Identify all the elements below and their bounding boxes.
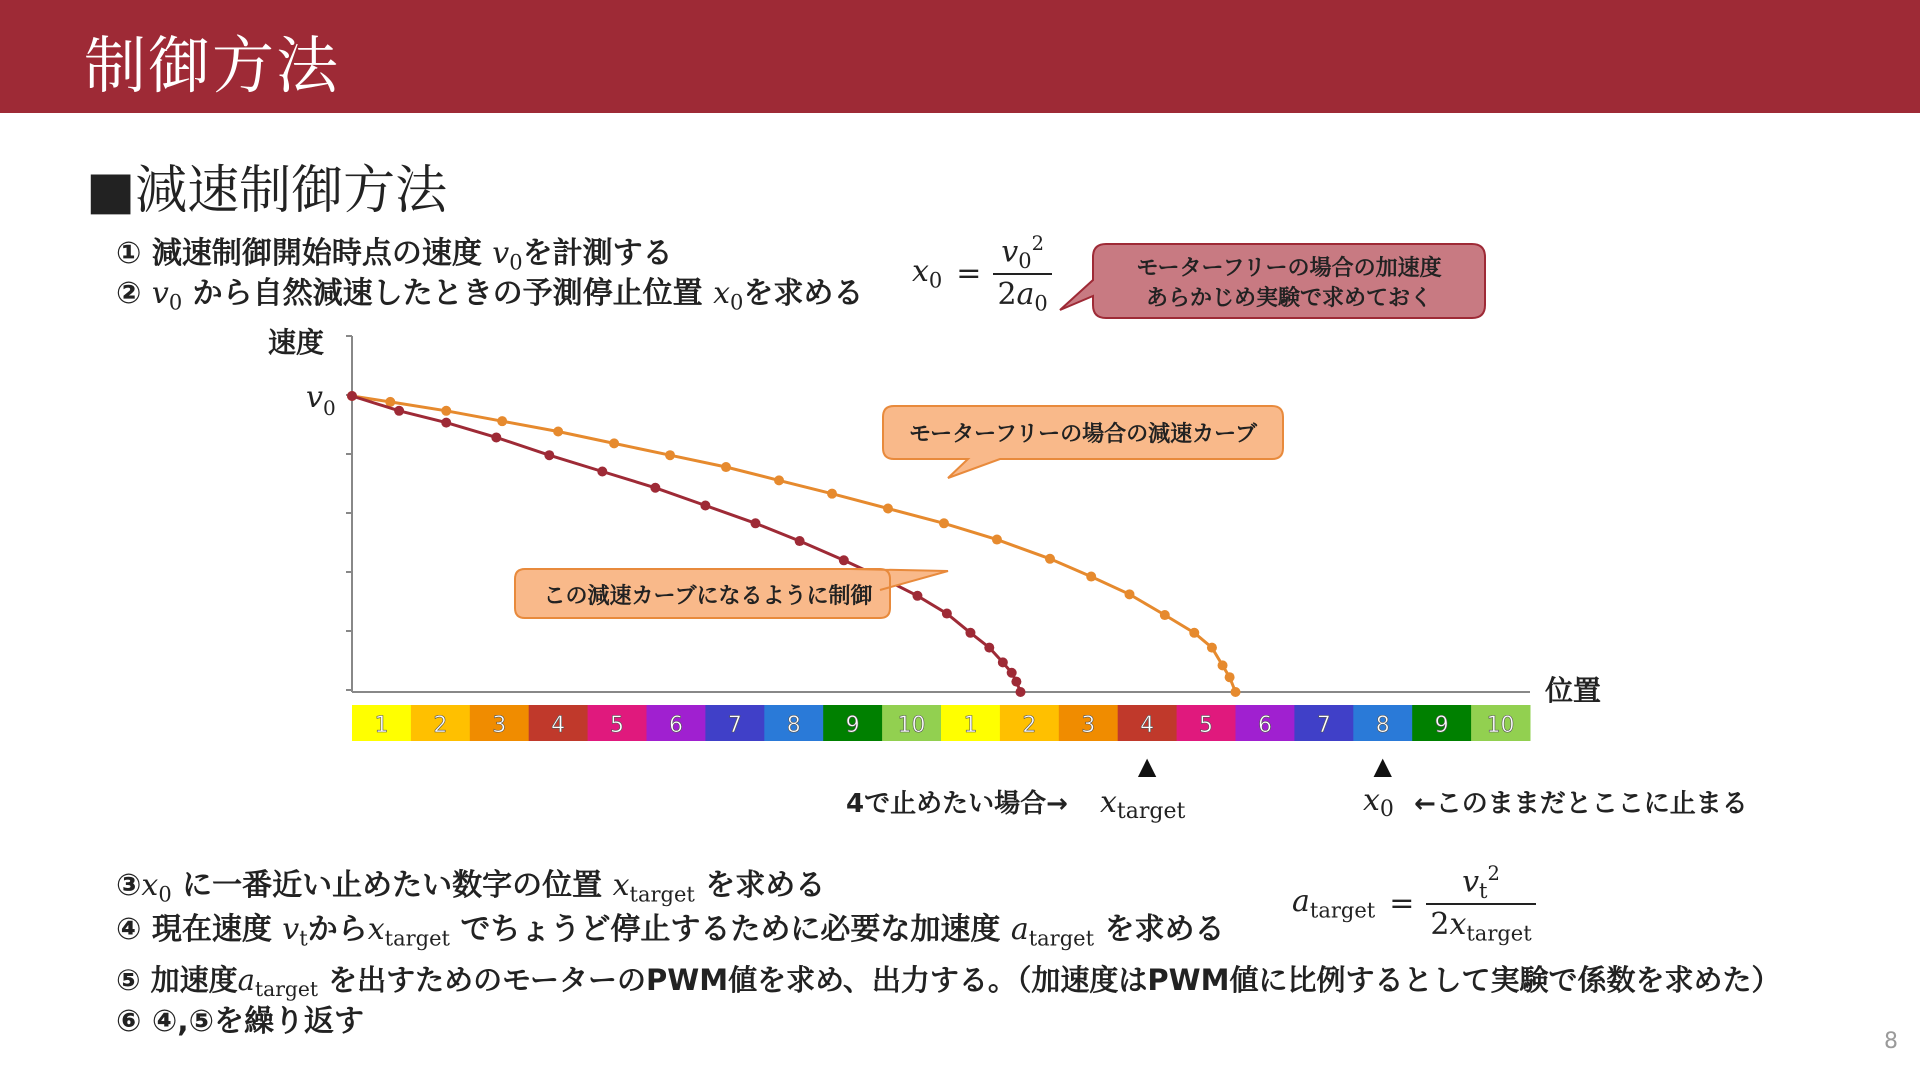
- x-axis-label: 位置: [1545, 674, 1602, 707]
- step-5-post: を出すためのモーターのPWM値を求め、出力する。（加速度はPWM値に比例するとして実験で係数を求めた）: [318, 963, 1781, 997]
- step-5-pre: ⑤ 加速度: [116, 963, 238, 997]
- step-3-mid: に一番近い止めたい数字の位置: [171, 868, 613, 903]
- step-1-sub: 0: [509, 250, 523, 275]
- position-cell-label: 5: [1199, 713, 1214, 738]
- step-1-post: を計測する: [522, 236, 673, 271]
- position-cell-label: 6: [668, 713, 683, 738]
- formula-a-den-sub: target: [1466, 921, 1532, 946]
- formula-a-num-sup: 2: [1487, 862, 1500, 885]
- position-cell-label: 7: [1316, 713, 1331, 738]
- data-point: [1231, 687, 1241, 697]
- data-point: [650, 483, 660, 493]
- position-cell-label: 10: [1486, 713, 1515, 738]
- formula-x0-num-sub: 0: [1018, 248, 1032, 273]
- v0-axis-var: v: [306, 380, 323, 415]
- step-5-sub: target: [254, 977, 319, 1002]
- data-point: [609, 438, 619, 448]
- data-point: [665, 450, 675, 460]
- position-cell-label: 1: [963, 713, 978, 738]
- position-cell-label: 6: [1257, 713, 1272, 738]
- callout-controlled-curve: [515, 569, 948, 618]
- formula-a-den-var: x: [1449, 906, 1467, 942]
- data-point: [984, 643, 994, 653]
- position-cell-label: 7: [727, 713, 742, 738]
- step-4-pre: ④ 現在速度: [116, 912, 283, 947]
- data-point: [1086, 572, 1096, 582]
- x0-note: ←このままだとここに止まる: [1414, 789, 1748, 819]
- formula-x0-num-sup: 2: [1031, 232, 1044, 255]
- data-point: [795, 536, 805, 546]
- data-point: [597, 466, 607, 476]
- target-note: 4で止めたい場合→: [846, 789, 1068, 819]
- position-cell-label: 2: [1022, 713, 1037, 738]
- callout-motor-free-accel-line2: あらかじめ実験で求めておく: [1145, 286, 1433, 311]
- step-2-var: v: [151, 276, 169, 311]
- formula-x0-lhs-sub: 0: [928, 268, 943, 293]
- data-point: [1218, 660, 1228, 670]
- callout-motor-free-curve-text: モーターフリーの場合の減速カーブ: [908, 422, 1258, 447]
- step-2-var2: x: [713, 276, 730, 311]
- v0-axis-sub: 0: [322, 396, 336, 420]
- step-3-pre: ③: [116, 868, 142, 903]
- formula-a-num-sub: t: [1479, 878, 1488, 903]
- data-point: [827, 489, 837, 499]
- position-cell-label: 8: [786, 713, 801, 738]
- data-point: [491, 432, 501, 442]
- data-point: [992, 535, 1002, 545]
- step-1-pre: ① 減速制御開始時点の速度: [116, 236, 493, 271]
- step-4-var2: x: [367, 912, 385, 947]
- x-target-marker: ▲: [1137, 752, 1157, 780]
- y-axis-label: 速度: [268, 326, 325, 359]
- step-2-sub2: 0: [730, 290, 744, 315]
- data-point: [1189, 628, 1199, 638]
- x0-label: [1363, 783, 1394, 822]
- step-4-sub2: target: [384, 926, 450, 951]
- position-cell-label: 2: [433, 713, 448, 738]
- page-number: 8: [1884, 1029, 1898, 1054]
- step-3-sub2: target: [629, 882, 695, 907]
- callout-motor-free-curve: [883, 406, 1283, 478]
- data-point: [942, 609, 952, 619]
- slide-title: 制御方法: [84, 29, 341, 102]
- position-cell-label: 4: [1140, 713, 1155, 738]
- data-point: [965, 628, 975, 638]
- callout-controlled-curve-text: この減速カーブになるように制御: [543, 584, 873, 609]
- formula-a-lhs-sub: target: [1309, 898, 1376, 923]
- x0-label-var: x: [1363, 783, 1380, 818]
- step-3-sub: 0: [158, 882, 172, 907]
- data-point: [839, 555, 849, 565]
- data-point: [1225, 672, 1235, 682]
- step-2-mid: から自然減速したときの予測停止位置: [182, 276, 714, 311]
- formula-x0-den-var: a: [1016, 276, 1035, 312]
- data-point: [1045, 554, 1055, 564]
- x-target-label-var: x: [1100, 785, 1117, 820]
- data-point: [1160, 610, 1170, 620]
- data-point: [721, 462, 731, 472]
- data-point: [441, 406, 451, 416]
- step-3-post: を求める: [694, 868, 826, 903]
- position-cell-label: 3: [1081, 713, 1096, 738]
- step-6: ⑥ ④,⑤を繰り返す: [116, 1004, 365, 1039]
- formula-x0-eq: =: [956, 256, 982, 292]
- data-point: [544, 450, 554, 460]
- v0-axis-label: [306, 380, 336, 420]
- step-2-post: を求める: [743, 276, 864, 311]
- formula-a-eq: =: [1389, 886, 1415, 922]
- formula-a-num-var: v: [1462, 864, 1480, 900]
- data-point: [441, 418, 451, 428]
- step-3-var: x: [141, 868, 159, 903]
- step-4-post: でちょうど停止するために必要な加速度: [449, 912, 1011, 947]
- data-point: [1016, 687, 1026, 697]
- data-point: [883, 503, 893, 513]
- position-cell-label: 10: [897, 713, 926, 738]
- formula-x0-num-var: v: [1001, 234, 1019, 270]
- step-4-mid: から: [307, 912, 368, 947]
- data-point: [497, 416, 507, 426]
- formula-a-den-coef: 2: [1430, 906, 1450, 942]
- data-point: [347, 391, 357, 401]
- data-point: [750, 518, 760, 528]
- formula-x0-den-sub: 0: [1034, 291, 1048, 316]
- position-cell-label: 4: [551, 713, 566, 738]
- data-point: [1124, 589, 1134, 599]
- step-1-var: v: [492, 236, 510, 271]
- data-point: [700, 501, 710, 511]
- position-cell-label: 1: [374, 713, 389, 738]
- formula-x0-lhs: x: [912, 254, 929, 290]
- step-4-post2: を求める: [1094, 912, 1225, 947]
- section-heading: ■減速制御方法: [86, 161, 448, 221]
- x0-label-sub: 0: [1379, 797, 1394, 822]
- position-cell-label: 9: [1434, 713, 1449, 738]
- data-point: [1207, 643, 1217, 653]
- step-4-var3: a: [1010, 912, 1029, 947]
- step-2-pre: ②: [116, 276, 152, 311]
- x0-marker: ▲: [1373, 752, 1392, 780]
- position-strip: [352, 705, 1531, 741]
- position-cell-label: 3: [492, 713, 507, 738]
- step-4-sub: t: [299, 926, 308, 951]
- step-2-sub: 0: [168, 290, 183, 315]
- data-point: [912, 591, 922, 601]
- data-point: [998, 657, 1008, 667]
- step-5-var: a: [237, 963, 255, 997]
- data-point: [553, 427, 563, 437]
- step-4-sub3: target: [1028, 926, 1095, 951]
- formula-x0-den-coef: 2: [997, 276, 1017, 312]
- data-point: [774, 475, 784, 485]
- position-cell-label: 5: [610, 713, 625, 738]
- step-3-var2: x: [612, 868, 630, 903]
- data-point: [394, 406, 404, 416]
- data-point: [939, 518, 949, 528]
- position-cell-label: 8: [1375, 713, 1390, 738]
- position-cell-label: 9: [845, 713, 860, 738]
- x-target-label-sub: target: [1116, 799, 1186, 824]
- x-target-label: [1100, 785, 1185, 824]
- callout-motor-free-accel: [1060, 244, 1485, 318]
- step-4-var: v: [282, 912, 300, 947]
- formula-a-lhs: a: [1292, 884, 1310, 920]
- callout-motor-free-accel-line1: モーターフリーの場合の加速度: [1136, 256, 1442, 281]
- data-point: [1011, 677, 1021, 687]
- data-point: [1007, 668, 1017, 678]
